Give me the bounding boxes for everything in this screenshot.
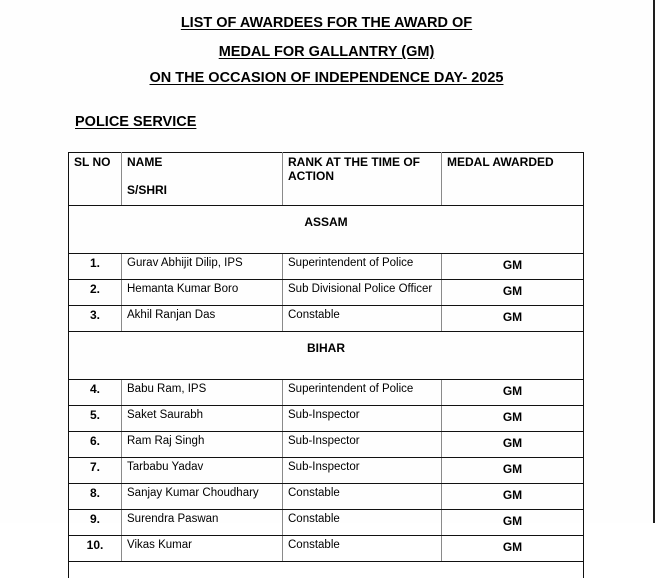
name-cell: Ram Raj Singh bbox=[122, 432, 283, 458]
table-header-row bbox=[69, 153, 584, 206]
rank-cell: Superintendent of Police bbox=[283, 380, 442, 406]
sl-no-cell: 4. bbox=[69, 380, 122, 406]
header-medal: MEDAL AWARDED bbox=[442, 153, 584, 206]
document-title-line-3: ON THE OCCASION OF INDEPENDENCE DAY- 2025 bbox=[0, 70, 653, 86]
name-cell: Surendra Paswan bbox=[122, 510, 283, 536]
rank-cell: Superintendent of Police bbox=[283, 254, 442, 280]
sl-no-cell: 3. bbox=[69, 306, 122, 332]
header-sl-no: SL NO bbox=[69, 153, 122, 206]
rank-cell: Constable bbox=[283, 510, 442, 536]
medal-cell: GM bbox=[442, 432, 584, 458]
medal-cell: GM bbox=[442, 254, 584, 280]
next-state-row-partial bbox=[69, 562, 584, 578]
table-row bbox=[69, 380, 584, 406]
section-title: POLICE SERVICE bbox=[75, 114, 196, 130]
name-cell: Hemanta Kumar Boro bbox=[122, 280, 283, 306]
sl-no-cell: 8. bbox=[69, 484, 122, 510]
table-row bbox=[69, 432, 584, 458]
rank-cell: Constable bbox=[283, 306, 442, 332]
medal-cell: GM bbox=[442, 280, 584, 306]
table-row bbox=[69, 484, 584, 510]
header-name-sub: S/SHRI bbox=[127, 183, 277, 197]
medal-cell: GM bbox=[442, 380, 584, 406]
sl-no-cell: 6. bbox=[69, 432, 122, 458]
name-cell: Babu Ram, IPS bbox=[122, 380, 283, 406]
name-cell: Tarbabu Yadav bbox=[122, 458, 283, 484]
table-row bbox=[69, 306, 584, 332]
state-name: ASSAM bbox=[69, 206, 584, 254]
name-cell: Gurav Abhijit Dilip, IPS bbox=[122, 254, 283, 280]
rank-cell: Sub Divisional Police Officer bbox=[283, 280, 442, 306]
medal-cell: GM bbox=[442, 306, 584, 332]
state-group-row bbox=[69, 332, 584, 380]
medal-cell: GM bbox=[442, 406, 584, 432]
medal-cell: GM bbox=[442, 510, 584, 536]
table-row bbox=[69, 536, 584, 562]
table-body bbox=[69, 206, 584, 578]
name-cell: Sanjay Kumar Choudhary bbox=[122, 484, 283, 510]
document-title-line-1: LIST OF AWARDEES FOR THE AWARD OF bbox=[0, 15, 653, 31]
header-name bbox=[122, 153, 283, 206]
medal-cell: GM bbox=[442, 536, 584, 562]
table-row bbox=[69, 406, 584, 432]
header-name-label: NAME bbox=[127, 155, 162, 169]
name-cell: Akhil Ranjan Das bbox=[122, 306, 283, 332]
document-title-line-2: MEDAL FOR GALLANTRY (GM) bbox=[0, 44, 653, 60]
header-rank: RANK AT THE TIME OF ACTION bbox=[283, 153, 442, 206]
name-cell: Vikas Kumar bbox=[122, 536, 283, 562]
medal-cell: GM bbox=[442, 458, 584, 484]
sl-no-cell: 2. bbox=[69, 280, 122, 306]
next-state-cell bbox=[69, 562, 584, 578]
awardees-table bbox=[68, 152, 584, 578]
rank-cell: Sub-Inspector bbox=[283, 432, 442, 458]
rank-cell: Constable bbox=[283, 536, 442, 562]
table-row bbox=[69, 254, 584, 280]
rank-cell: Sub-Inspector bbox=[283, 406, 442, 432]
state-name: BIHAR bbox=[69, 332, 584, 380]
sl-no-cell: 5. bbox=[69, 406, 122, 432]
table-row bbox=[69, 458, 584, 484]
name-cell: Saket Saurabh bbox=[122, 406, 283, 432]
rank-cell: Constable bbox=[283, 484, 442, 510]
sl-no-cell: 9. bbox=[69, 510, 122, 536]
rank-cell: Sub-Inspector bbox=[283, 458, 442, 484]
table-row bbox=[69, 280, 584, 306]
sl-no-cell: 1. bbox=[69, 254, 122, 280]
state-group-row bbox=[69, 206, 584, 254]
sl-no-cell: 7. bbox=[69, 458, 122, 484]
medal-cell: GM bbox=[442, 484, 584, 510]
sl-no-cell: 10. bbox=[69, 536, 122, 562]
